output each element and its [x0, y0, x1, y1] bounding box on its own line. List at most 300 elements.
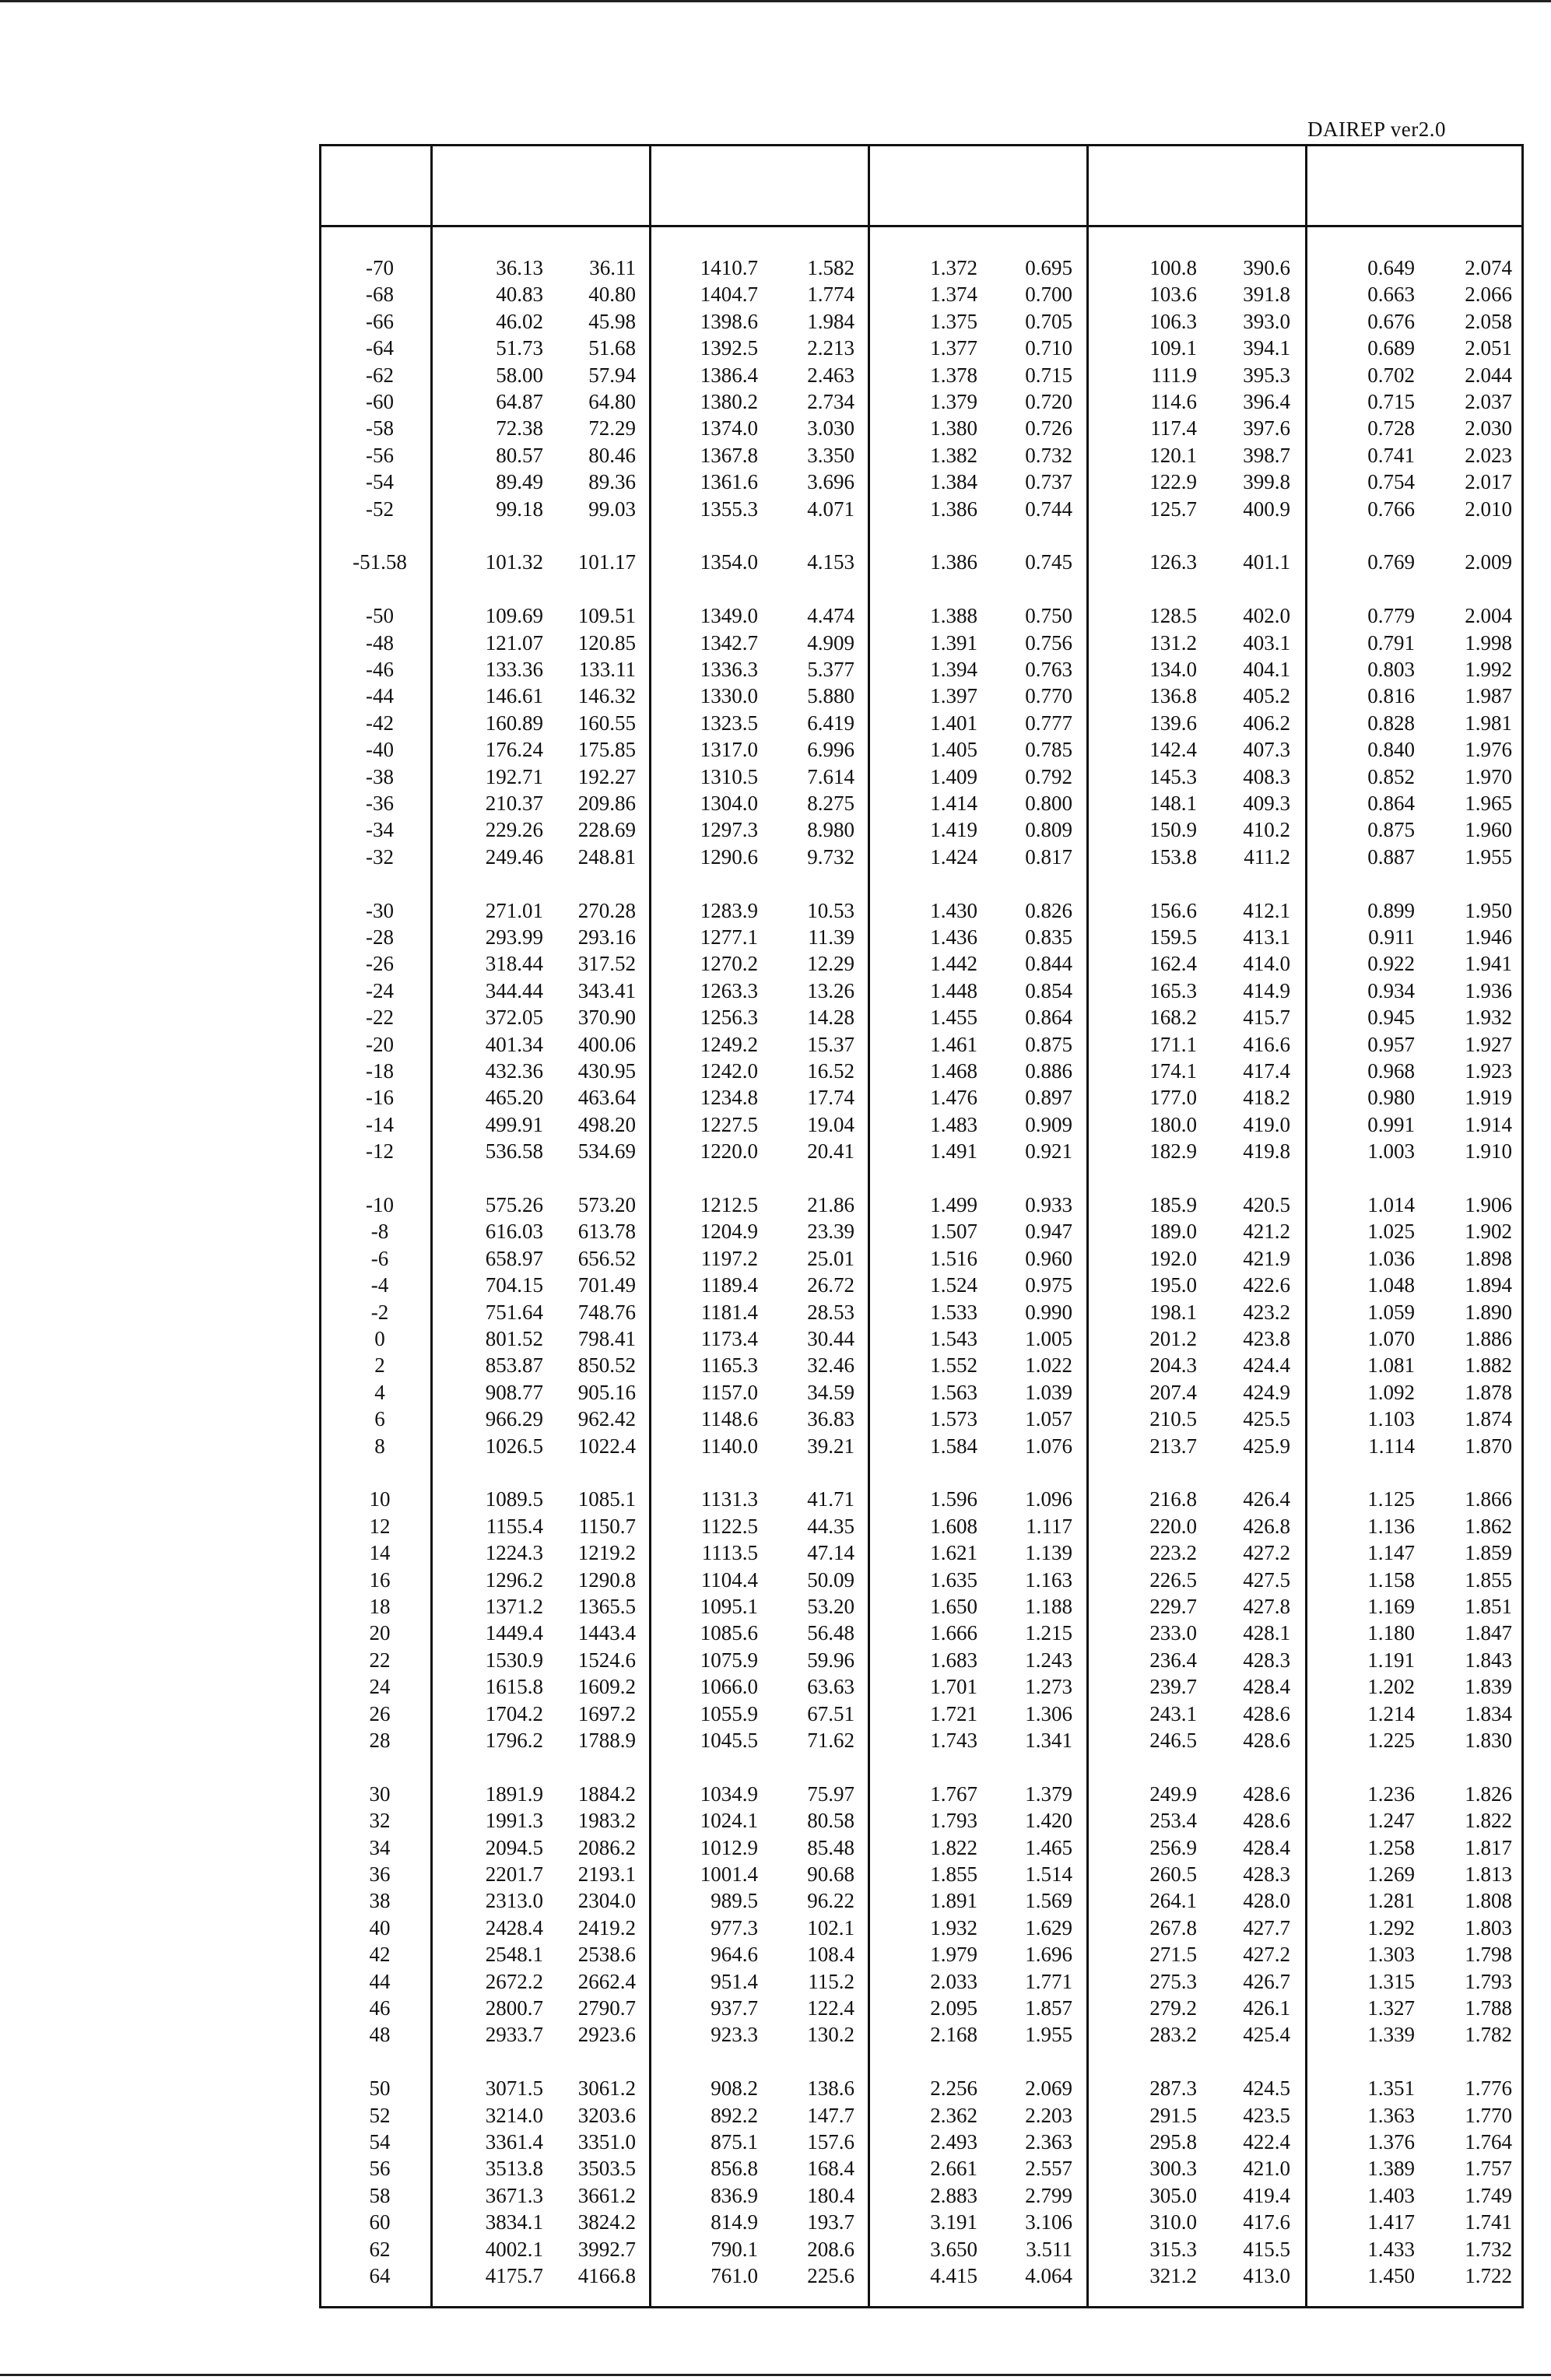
value-cell: 1.382	[930, 443, 977, 467]
value-cell: 1.491	[930, 1139, 977, 1164]
value-cell: 180.4	[807, 2183, 854, 2207]
value-cell: 115.2	[808, 1969, 854, 1993]
value-cell: 1371.2	[485, 1595, 543, 1618]
value-cell: 36.13	[496, 256, 543, 279]
value-cell: 1212.5	[700, 1193, 758, 1216]
temperature-cell: -6	[370, 1246, 389, 1270]
value-cell: 656.52	[577, 1246, 636, 1270]
value-cell: 157.6	[807, 2130, 854, 2154]
value-cell: 1.749	[1465, 2183, 1512, 2207]
value-cell: 0.756	[1025, 630, 1072, 655]
table-row	[321, 1031, 1521, 1058]
value-cell: 1.976	[1465, 738, 1512, 762]
value-cell: 1.375	[930, 309, 977, 333]
value-cell: 1.215	[1025, 1621, 1072, 1645]
value-cell: 0.705	[1025, 309, 1072, 333]
value-cell: 216.8	[1149, 1487, 1197, 1511]
value-cell: 2.010	[1465, 497, 1512, 521]
value-cell: 1704.2	[485, 1701, 543, 1725]
value-cell: 114.6	[1150, 390, 1197, 413]
value-cell: 3503.5	[577, 2157, 636, 2181]
table-row	[321, 602, 1521, 629]
value-cell: 2.463	[807, 363, 854, 387]
value-cell: 210.37	[485, 792, 543, 815]
value-cell: 193.7	[807, 2210, 854, 2234]
value-cell: 208.6	[807, 2237, 854, 2261]
value-cell: 1.533	[930, 1300, 977, 1324]
temperature-cell: 54	[369, 2130, 391, 2154]
value-cell: 399.8	[1243, 470, 1290, 494]
value-cell: 177.0	[1149, 1086, 1197, 1110]
value-cell: 2538.6	[577, 1943, 636, 1967]
value-cell: 964.6	[711, 1943, 758, 1967]
value-cell: 417.4	[1243, 1059, 1290, 1083]
value-cell: 0.864	[1025, 1006, 1072, 1030]
value-cell: 430.95	[577, 1059, 636, 1083]
value-cell: 1.191	[1367, 1648, 1415, 1672]
value-cell: 423.5	[1243, 2103, 1290, 2127]
value-cell: 0.779	[1367, 604, 1415, 628]
value-cell: 1.363	[1367, 2103, 1415, 2127]
value-cell: 63.63	[807, 1675, 854, 1699]
value-cell: 421.0	[1243, 2157, 1290, 2181]
value-cell: 80.57	[496, 443, 543, 467]
value-cell: 421.2	[1243, 1220, 1290, 1244]
value-cell: 3361.4	[485, 2130, 543, 2154]
value-cell: 1.770	[1465, 2103, 1512, 2127]
value-cell: 51.73	[496, 336, 543, 360]
value-cell: 20.41	[807, 1139, 854, 1164]
value-cell: 403.1	[1243, 630, 1290, 655]
table-row	[321, 1513, 1521, 1539]
value-cell: 372.05	[485, 1006, 543, 1030]
value-cell: 11.39	[808, 925, 854, 949]
table-row	[321, 362, 1521, 388]
value-cell: 1.635	[930, 1567, 977, 1592]
value-cell: 853.87	[485, 1353, 543, 1378]
value-cell: 1349.0	[700, 604, 758, 628]
value-cell: 0.933	[1025, 1193, 1072, 1216]
value-cell: 1.092	[1367, 1380, 1415, 1404]
temperature-cell: 48	[369, 2023, 391, 2047]
value-cell: 1.059	[1367, 1300, 1415, 1324]
value-cell: 1.455	[930, 1006, 977, 1030]
value-cell: 1.808	[1465, 1889, 1512, 1913]
temperature-cell: 50	[369, 2076, 391, 2101]
value-cell: 233.0	[1149, 1621, 1197, 1645]
temperature-cell: -44	[366, 684, 394, 708]
value-cell: 180.0	[1149, 1112, 1197, 1136]
value-cell: 103.6	[1149, 283, 1197, 307]
value-cell: 1104.4	[700, 1567, 758, 1592]
value-cell: 1.247	[1367, 1809, 1415, 1833]
value-cell: 1189.4	[700, 1273, 758, 1297]
value-cell: 1310.5	[700, 764, 758, 788]
value-cell: 1173.4	[700, 1327, 758, 1350]
value-cell: 1.608	[930, 1514, 977, 1538]
value-cell: 0.840	[1367, 738, 1415, 762]
value-cell: 1.258	[1367, 1835, 1415, 1859]
value-cell: 210.5	[1149, 1407, 1197, 1431]
value-cell: 156.6	[1149, 898, 1197, 922]
value-cell: 223.2	[1149, 1541, 1197, 1565]
value-cell: 404.1	[1243, 658, 1290, 681]
value-cell: 317.52	[577, 952, 636, 976]
value-cell: 305.0	[1149, 2183, 1197, 2207]
value-cell: 343.41	[577, 978, 636, 1002]
table-row	[321, 1887, 1521, 1914]
value-cell: 0.663	[1367, 283, 1415, 307]
value-cell: 391.8	[1243, 283, 1290, 307]
value-cell: 1.081	[1367, 1353, 1415, 1378]
value-cell: 58.00	[496, 363, 543, 387]
value-cell: 1055.9	[700, 1701, 758, 1725]
value-cell: 109.51	[577, 604, 636, 628]
temperature-cell: -4	[370, 1273, 389, 1297]
value-cell: 390.6	[1243, 256, 1290, 279]
value-cell: 0.695	[1025, 256, 1072, 279]
table-row	[321, 1941, 1521, 1968]
value-cell: 0.715	[1025, 363, 1072, 387]
table-header-band	[321, 146, 1521, 227]
value-cell: 1410.7	[700, 256, 758, 279]
value-cell: 0.816	[1367, 684, 1415, 708]
value-cell: 3203.6	[577, 2103, 636, 2127]
value-cell: 145.3	[1149, 764, 1197, 788]
value-cell: 1.998	[1465, 630, 1512, 655]
table-row	[321, 924, 1521, 950]
value-cell: 1.379	[1025, 1781, 1072, 1806]
value-cell: 32.46	[807, 1353, 854, 1378]
value-cell: 1150.7	[578, 1514, 636, 1538]
table-row	[321, 1593, 1521, 1620]
value-cell: 109.1	[1149, 336, 1197, 360]
value-cell: 428.3	[1243, 1648, 1290, 1672]
value-cell: 0.744	[1025, 497, 1072, 521]
value-cell: 4.153	[807, 550, 854, 574]
value-cell: 856.8	[711, 2157, 758, 2181]
value-cell: 21.86	[807, 1193, 854, 1216]
temperature-cell: 4	[374, 1380, 385, 1404]
value-cell: 1.866	[1465, 1487, 1512, 1511]
table-row	[321, 1539, 1521, 1566]
value-cell: 4.415	[930, 2264, 977, 2287]
value-cell: 836.9	[711, 2183, 758, 2207]
value-cell: 415.7	[1243, 1006, 1290, 1030]
value-cell: 1891.9	[485, 1781, 543, 1806]
value-cell: 228.69	[577, 818, 636, 842]
table-row	[321, 415, 1521, 441]
value-cell: 153.8	[1149, 844, 1197, 869]
value-cell: 1263.3	[700, 978, 758, 1002]
value-cell: 408.3	[1243, 764, 1290, 788]
temperature-cell: -10	[366, 1193, 394, 1216]
value-cell: 426.4	[1243, 1487, 1290, 1511]
value-cell: 40.80	[588, 283, 636, 307]
value-cell: 293.16	[577, 925, 636, 949]
value-cell: 1.117	[1026, 1514, 1072, 1538]
value-cell: 1392.5	[700, 336, 758, 360]
value-cell: 2304.0	[577, 1889, 636, 1913]
temperature-cell: -60	[366, 390, 394, 413]
table-row	[321, 442, 1521, 469]
value-cell: 1.448	[930, 978, 977, 1002]
value-cell: 761.0	[711, 2264, 758, 2287]
value-cell: 34.59	[807, 1380, 854, 1404]
value-cell: 937.7	[711, 1996, 758, 2020]
value-cell: 59.96	[807, 1648, 854, 1672]
table-row	[321, 1673, 1521, 1700]
temperature-cell: -2	[370, 1300, 389, 1324]
table-row	[321, 2182, 1521, 2209]
value-cell: 428.3	[1243, 1862, 1290, 1886]
value-cell: 1.379	[930, 390, 977, 413]
temperature-cell: -12	[366, 1139, 394, 1164]
value-cell: 106.3	[1149, 309, 1197, 333]
value-cell: 2.363	[1025, 2130, 1072, 2154]
value-cell: 3824.2	[577, 2210, 636, 2234]
value-cell: 2.004	[1465, 604, 1512, 628]
value-cell: 801.52	[485, 1327, 543, 1350]
table-row	[321, 683, 1521, 709]
temperature-cell: 24	[369, 1675, 391, 1699]
value-cell: 1.870	[1465, 1434, 1512, 1458]
value-cell: 415.5	[1243, 2237, 1290, 2261]
table-row	[321, 816, 1521, 843]
value-cell: 134.0	[1149, 658, 1197, 681]
value-cell: 2.033	[930, 1969, 977, 1993]
value-cell: 0.741	[1367, 443, 1415, 467]
value-cell: 2.661	[930, 2157, 977, 2181]
temperature-cell: 26	[369, 1701, 391, 1725]
value-cell: 236.4	[1149, 1648, 1197, 1672]
value-cell: 2.044	[1465, 363, 1512, 387]
value-cell: 136.8	[1149, 684, 1197, 708]
value-cell: 239.7	[1149, 1675, 1197, 1699]
value-cell: 1.793	[1465, 1969, 1512, 1993]
table-row	[321, 1486, 1521, 1512]
value-cell: 1.036	[1367, 1246, 1415, 1270]
value-cell: 1.776	[1465, 2076, 1512, 2101]
value-cell: 0.702	[1367, 363, 1415, 387]
value-cell: 198.1	[1149, 1300, 1197, 1324]
temperature-cell: 10	[369, 1487, 391, 1511]
value-cell: 426.8	[1243, 1514, 1290, 1538]
value-cell: 1.979	[930, 1943, 977, 1967]
value-cell: 1.984	[807, 309, 854, 333]
value-cell: 1.822	[930, 1835, 977, 1859]
value-cell: 1.696	[1025, 1943, 1072, 1967]
value-cell: 575.26	[485, 1193, 543, 1216]
value-cell: 1.855	[1465, 1567, 1512, 1592]
value-cell: 2.168	[930, 2023, 977, 2047]
value-cell: 10.53	[807, 898, 854, 922]
value-cell: 1249.2	[700, 1032, 758, 1056]
value-cell: 1.774	[807, 283, 854, 307]
value-cell: 419.0	[1243, 1112, 1290, 1136]
value-cell: 275.3	[1149, 1969, 1197, 1993]
value-cell: 1165.3	[700, 1353, 758, 1378]
temperature-cell: -66	[366, 309, 394, 333]
value-cell: 260.5	[1149, 1862, 1197, 1886]
value-cell: 99.18	[496, 497, 543, 521]
value-cell: 428.4	[1243, 1835, 1290, 1859]
table-row	[321, 2129, 1521, 2155]
value-cell: 426.7	[1243, 1969, 1290, 1993]
table-row	[321, 1138, 1521, 1164]
value-cell: 1.851	[1465, 1595, 1512, 1618]
value-cell: 2.030	[1465, 416, 1512, 441]
value-cell: 120.85	[577, 630, 636, 655]
value-cell: 1983.2	[577, 1809, 636, 1833]
value-cell: 2428.4	[485, 1915, 543, 1939]
value-cell: 573.20	[577, 1193, 636, 1216]
value-cell: 1.461	[930, 1032, 977, 1056]
value-cell: 1361.6	[700, 470, 758, 494]
value-cell: 409.3	[1243, 792, 1290, 815]
value-cell: 407.3	[1243, 738, 1290, 762]
temperature-cell: 62	[369, 2237, 391, 2261]
value-cell: 465.20	[485, 1086, 543, 1110]
value-cell: 1.955	[1025, 2023, 1072, 2047]
value-cell: 1443.4	[577, 1621, 636, 1645]
value-cell: 413.0	[1243, 2264, 1290, 2287]
temperature-cell: -56	[366, 443, 394, 467]
value-cell: 1.025	[1367, 1220, 1415, 1244]
value-cell: 1.891	[930, 1889, 977, 1913]
value-cell: 36.11	[589, 256, 636, 279]
value-cell: 318.44	[485, 952, 543, 976]
value-cell: 420.5	[1243, 1193, 1290, 1216]
value-cell: 1.202	[1367, 1675, 1415, 1699]
value-cell: 1.826	[1465, 1781, 1512, 1806]
value-cell: 310.0	[1149, 2210, 1197, 2234]
value-cell: 397.6	[1243, 416, 1290, 441]
value-cell: 1.764	[1465, 2130, 1512, 2154]
temperature-cell: 20	[369, 1621, 391, 1645]
value-cell: 1.430	[930, 898, 977, 922]
value-cell: 3.106	[1025, 2210, 1072, 2234]
value-cell: 287.3	[1149, 2076, 1197, 2101]
value-cell: 1796.2	[485, 1729, 543, 1752]
value-cell: 536.58	[485, 1139, 543, 1164]
value-cell: 3.030	[807, 416, 854, 441]
table-row	[321, 1299, 1521, 1325]
temperature-cell: -18	[366, 1059, 394, 1083]
value-cell: 1.214	[1367, 1701, 1415, 1725]
value-cell: 396.4	[1243, 390, 1290, 413]
value-cell: 1.433	[1367, 2237, 1415, 2261]
value-cell: 1089.5	[485, 1487, 543, 1511]
value-cell: 56.48	[807, 1621, 854, 1645]
value-cell: 428.4	[1243, 1675, 1290, 1699]
value-cell: 424.5	[1243, 2076, 1290, 2101]
value-cell: 2.069	[1025, 2076, 1072, 2101]
value-cell: 165.3	[1149, 978, 1197, 1002]
value-cell: 75.97	[807, 1781, 854, 1806]
value-cell: 1.950	[1465, 898, 1512, 922]
value-cell: 1066.0	[700, 1675, 758, 1699]
value-cell: 195.0	[1149, 1273, 1197, 1297]
value-cell: 1197.2	[700, 1246, 758, 1270]
value-cell: 8.980	[807, 818, 854, 842]
table-row	[321, 469, 1521, 495]
value-cell: 108.4	[807, 1943, 854, 1967]
temperature-cell: -70	[366, 256, 394, 279]
value-cell: 1.420	[1025, 1809, 1072, 1833]
value-cell: 2790.7	[577, 1996, 636, 2020]
value-cell: 1.292	[1367, 1915, 1415, 1939]
value-cell: 0.800	[1025, 792, 1072, 815]
table-row	[321, 1834, 1521, 1861]
value-cell: 1.389	[1367, 2157, 1415, 2181]
value-cell: 1.596	[930, 1487, 977, 1511]
value-cell: 315.3	[1149, 2237, 1197, 2261]
temperature-cell: 6	[374, 1407, 385, 1431]
table-row	[321, 630, 1521, 656]
value-cell: 80.58	[807, 1809, 854, 1833]
value-cell: 417.6	[1243, 2210, 1290, 2234]
value-cell: 427.5	[1243, 1567, 1290, 1592]
value-cell: 1220.0	[700, 1139, 758, 1164]
value-cell: 0.710	[1025, 336, 1072, 360]
value-cell: 798.41	[577, 1327, 636, 1350]
temperature-cell: 60	[369, 2210, 391, 2234]
value-cell: 3.696	[807, 470, 854, 494]
value-cell: 393.0	[1243, 309, 1290, 333]
value-cell: 283.2	[1149, 2023, 1197, 2047]
value-cell: 1304.0	[700, 792, 758, 815]
value-cell: 1365.5	[577, 1595, 636, 1618]
value-cell: 1224.3	[485, 1541, 543, 1565]
temperature-cell: 22	[369, 1648, 391, 1672]
value-cell: 0.792	[1025, 764, 1072, 788]
value-cell: 0.991	[1367, 1112, 1415, 1136]
value-cell: 0.803	[1367, 658, 1415, 681]
value-cell: 1.965	[1465, 792, 1512, 815]
table-row	[321, 1058, 1521, 1084]
temperature-cell: 16	[369, 1567, 391, 1592]
table-row	[321, 710, 1521, 736]
value-cell: 1.273	[1025, 1675, 1072, 1699]
value-cell: 192.27	[577, 764, 636, 788]
value-cell: 1.683	[930, 1648, 977, 1672]
table-row	[321, 1433, 1521, 1459]
value-cell: 1.048	[1367, 1273, 1415, 1297]
value-cell: 3.650	[930, 2237, 977, 2261]
temperature-cell: -40	[366, 738, 394, 762]
value-cell: 40.83	[496, 283, 543, 307]
value-cell: 300.3	[1149, 2157, 1197, 2181]
value-cell: 1.862	[1465, 1514, 1512, 1538]
value-cell: 44.35	[807, 1514, 854, 1538]
value-cell: 2086.2	[577, 1835, 636, 1859]
value-cell: 2.066	[1465, 283, 1512, 307]
value-cell: 2.362	[930, 2103, 977, 2127]
value-cell: 229.26	[485, 818, 543, 842]
table-row	[321, 1727, 1521, 1753]
value-cell: 1.306	[1025, 1701, 1072, 1725]
value-cell: 220.0	[1149, 1514, 1197, 1538]
value-cell: 1001.4	[700, 1862, 758, 1886]
value-cell: 1.782	[1465, 2023, 1512, 2047]
value-cell: 1148.6	[700, 1407, 758, 1431]
value-cell: 2.883	[930, 2183, 977, 2207]
value-cell: 2.074	[1465, 256, 1512, 279]
value-cell: 1.125	[1367, 1487, 1415, 1511]
top-rule	[0, 0, 1551, 2]
table-row	[321, 1968, 1521, 1995]
